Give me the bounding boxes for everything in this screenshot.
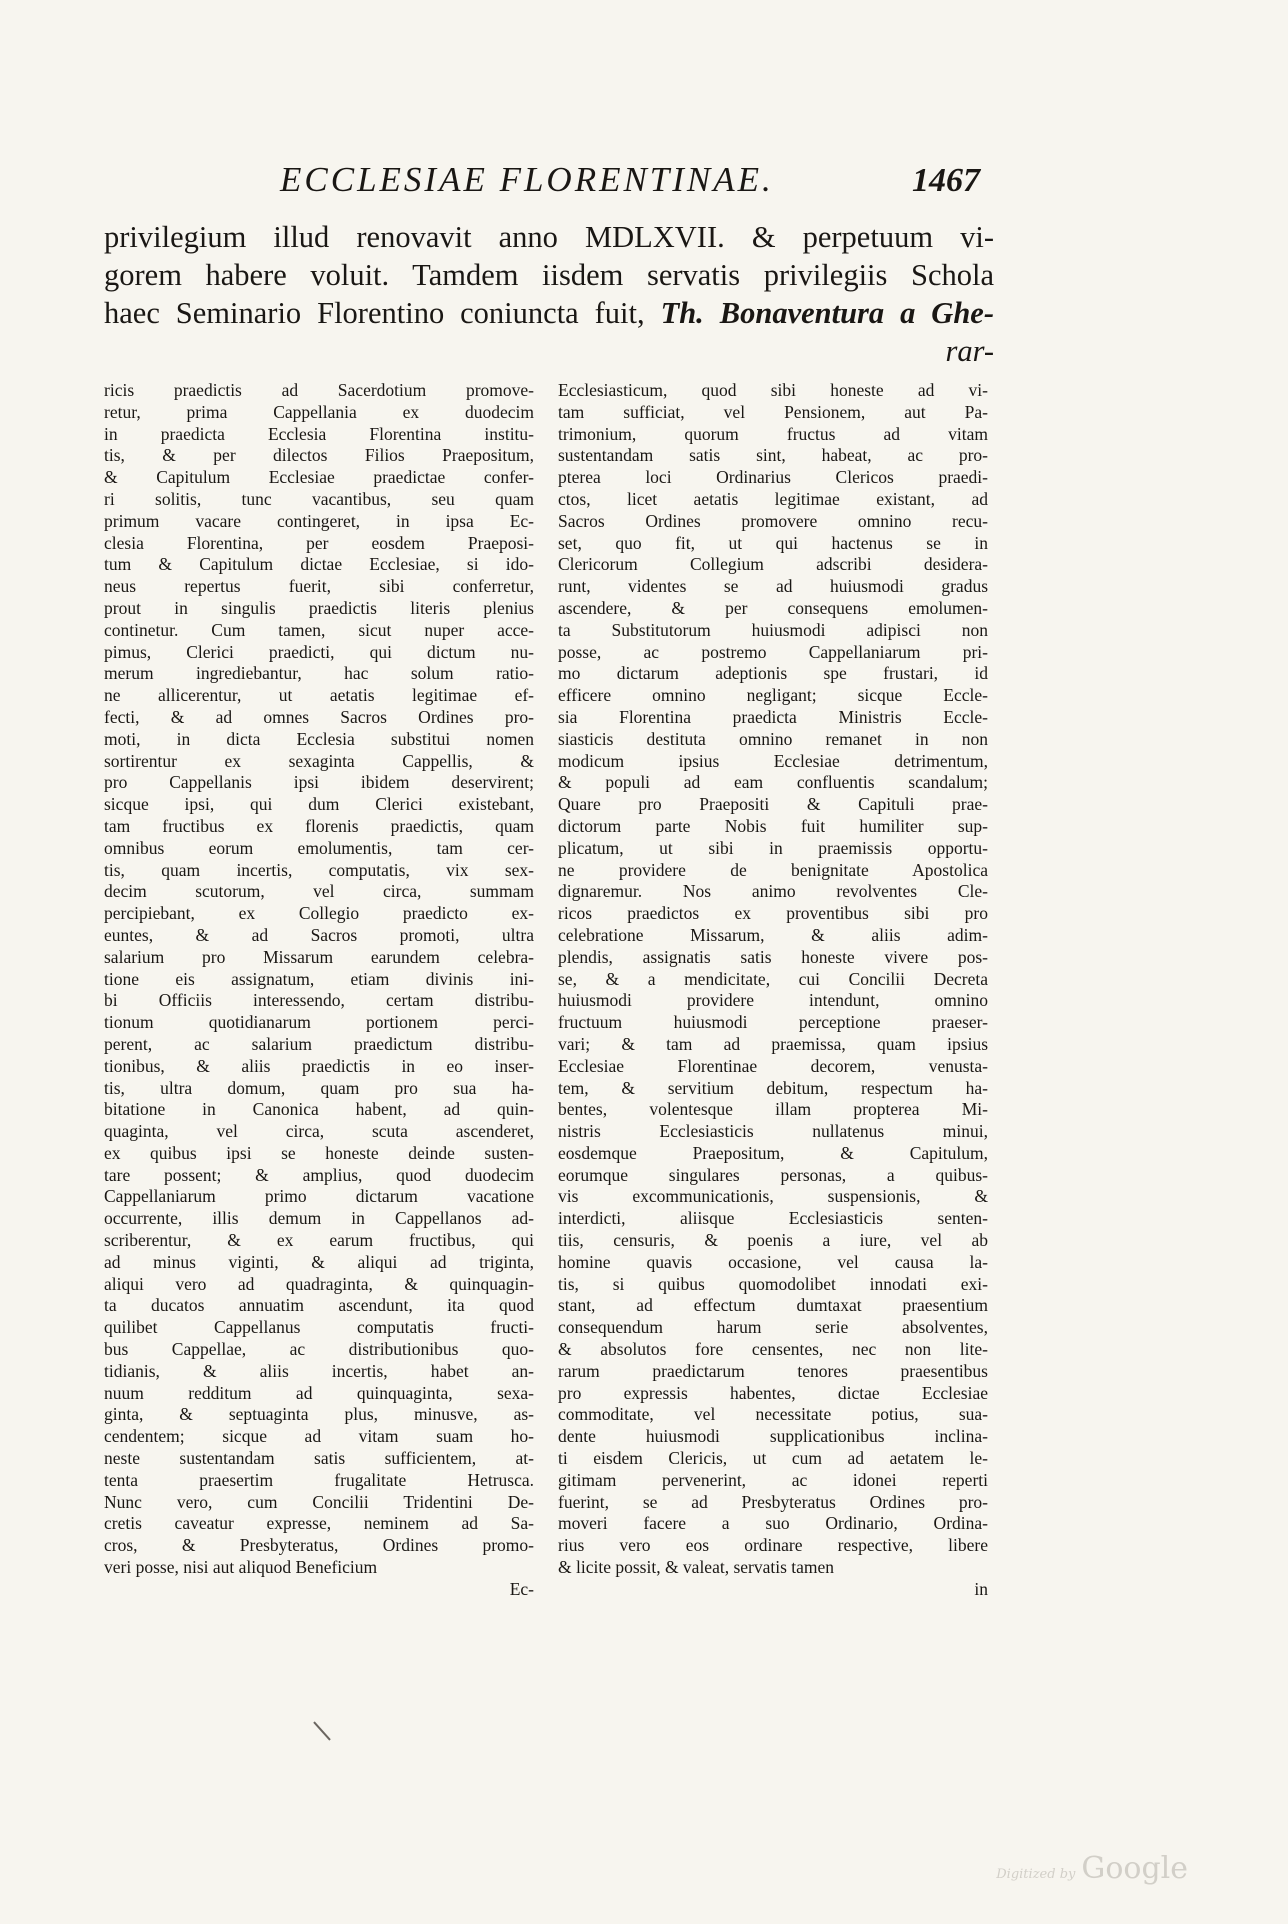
column-line: pro Cappellanis ipsi ibidem deservirent; [104, 772, 534, 793]
column-line: efficere omnino negligant; sicque Eccle- [558, 685, 988, 706]
column-line: tionum quotidianarum portionem perci- [104, 1012, 534, 1033]
column-line: pimus, Clerici praedicti, qui dictum nu- [104, 641, 534, 662]
column-line: ctos, licet aetatis legitimae existant, ad [558, 488, 988, 509]
right-column [558, 380, 988, 1601]
watermark-prefix: Digitized by [996, 1867, 1076, 1882]
intro-line: privilegium illud renovavit anno MDLXVII. & perpetuum vi- [104, 220, 994, 254]
column-line: cretis caveatur expresse, neminem ad Sa- [104, 1513, 534, 1534]
column-line: & absolutos fore censentes, nec non lite- [558, 1339, 988, 1360]
column-line: sortirentur ex sexaginta Cappellis, & [104, 750, 534, 771]
column-line: ricis praedictis ad Sacerdotium promove- [104, 380, 534, 400]
column-line: fuerint, se ad Presbyteratus Ordines pro- [558, 1491, 988, 1512]
intro-line-with-author [104, 294, 994, 332]
column-line: ginta, & septuaginta plus, minusve, as- [104, 1404, 534, 1425]
column-line: perent, ac salarium praedictum distribu- [104, 1033, 534, 1054]
column-line: posse, ac postremo Cappellaniarum pri- [558, 641, 988, 662]
column-catchword: Ec- [509, 1578, 534, 1599]
column-line: sustentandam satis sint, habeat, ac pro- [558, 445, 988, 466]
watermark-brand: Google [1081, 1851, 1188, 1886]
column-line: dictorum parte Nobis fuit humiliter sup- [558, 815, 988, 836]
column-line: commoditate, vel necessitate potius, sua- [558, 1404, 988, 1425]
column-line: tiis, censuris, & poenis a iure, vel ab [558, 1230, 988, 1251]
column-line: salarium pro Missarum earundem celebra- [104, 946, 534, 967]
column-line: ascendere, & per consequens emolumen- [558, 597, 988, 618]
column-line: ex quibus ipsi se honeste deinde susten- [104, 1142, 534, 1163]
column-line: moti, in dicta Ecclesia substitui nomen [104, 728, 534, 749]
column-line: pro expressis habentes, dictae Ecclesiae [558, 1382, 988, 1403]
column-line: bentes, volentesque illam propterea Mi- [558, 1099, 988, 1120]
page-number: 1467 [912, 162, 980, 199]
column-line: Ecclesiasticum, quod sibi honeste ad vi- [558, 380, 988, 400]
column-line: tidianis, & aliis incertis, habet an- [104, 1360, 534, 1381]
column-line: continetur. Cum tamen, sicut nuper acce- [104, 619, 534, 640]
column-line: tionibus, & aliis praedictis in eo inser- [104, 1055, 534, 1076]
column-line: mo dictarum adeptionis spe frustari, id [558, 663, 988, 684]
column-line: se, & a mendicitate, cui Concilii Decreta [558, 968, 988, 989]
column-line: rarum praedictarum tenores praesentibus [558, 1360, 988, 1381]
column-line: modicum ipsius Ecclesiae detrimentum, [558, 750, 988, 771]
column-line: cros, & Presbyteratus, Ordines promo- [104, 1535, 534, 1556]
column-line: tione eis assignatum, etiam divinis ini- [104, 968, 534, 989]
column-line: Ecclesiae Florentinae decorem, venusta- [558, 1055, 988, 1076]
intro-paragraph [104, 218, 994, 370]
column-line: fecti, & ad omnes Sacros Ordines pro- [104, 706, 534, 727]
column-line: scriberentur, & ex earum fructibus, qui [104, 1230, 534, 1251]
column-line: Nunc vero, cum Concilii Tridentini De- [104, 1491, 534, 1512]
column-line: omnibus eorum emolumentis, tam cer- [104, 837, 534, 858]
column-line: tis, & per dilectos Filios Praepositum, [104, 445, 534, 466]
column-line: eosdemque Praepositum, & Capitulum, [558, 1142, 988, 1163]
column-line: neus repertus fuerit, sibi conferretur, [104, 576, 534, 597]
column-line: celebratione Missarum, & aliis adim- [558, 924, 988, 945]
column-line: bitatione in Canonica habent, ad quin- [104, 1099, 534, 1120]
column-line: eorumque singulares personas, a quibus- [558, 1164, 988, 1185]
column-line: Clericorum Collegium adscribi desidera- [558, 554, 988, 575]
column-line: nuum redditum ad quinquaginta, sexa- [104, 1382, 534, 1403]
column-line: ne allicerentur, ut aetatis legitimae ef- [104, 685, 534, 706]
column-line: in praedicta Ecclesia Florentina institu- [104, 423, 534, 444]
column-line: & licite possit, & valeat, servatis tamen [558, 1557, 835, 1578]
column-line: neste sustentandam satis sufficientem, at- [104, 1448, 534, 1469]
column-line: interdicti, aliisque Ecclesiasticis senten- [558, 1208, 988, 1229]
column-line: Sacros Ordines promovere omnino recu- [558, 510, 988, 531]
column-line: tare possent; & amplius, quod duodecim [104, 1164, 534, 1185]
author-name: Th. Bonaventura a Ghe- [660, 296, 994, 330]
column-line: dente huiusmodi supplicationibus inclina- [558, 1426, 988, 1447]
column-line: ta ducatos annuatim ascendunt, ita quod [104, 1295, 534, 1316]
column-line: euntes, & ad Sacros promoti, ultra [104, 924, 534, 945]
column-line: homine quavis occasione, vel causa la- [558, 1251, 988, 1272]
column-line: tis, ultra domum, quam pro sua ha- [104, 1077, 534, 1098]
column-line: aliqui vero ad quadraginta, & quinquagin- [104, 1273, 534, 1294]
column-line: tem, & servitium debitum, respectum ha- [558, 1077, 988, 1098]
column-line: fructuum huiusmodi perceptione praeser- [558, 1012, 988, 1033]
column-line: trimonium, quorum fructus ad vitam [558, 423, 988, 444]
column-line: percipiebant, ex Collegio praedicto ex- [104, 903, 534, 924]
column-line: tenta praesertim frugalitate Hetrusca. [104, 1469, 534, 1490]
column-line: & Capitulum Ecclesiae praedictae confer- [104, 467, 534, 488]
column-catchword: in [974, 1578, 988, 1599]
column-line: prout in singulis praedictis literis plenius [104, 597, 534, 618]
column-line: gitimam pervenerint, ac idonei reperti [558, 1469, 988, 1490]
column-line: Cappellaniarum primo dictarum vacatione [104, 1186, 534, 1207]
column-line: plendis, assignatis satis honeste vivere pos- [558, 946, 988, 967]
column-line: primum vacare contingeret, in ipsa Ec- [104, 510, 534, 531]
column-line: sicque ipsi, qui dum Clerici existebant, [104, 794, 534, 815]
column-line: bi Officiis interessendo, certam distribu- [104, 990, 534, 1011]
column-line: retur, prima Cappellania ex duodecim [104, 401, 534, 422]
column-line: rius vero eos ordinare respective, libere [558, 1535, 988, 1556]
column-line: occurrente, illis demum in Cappellanos ad- [104, 1208, 534, 1229]
intro-catchword: rar- [945, 334, 994, 368]
column-line: consequendum harum serie absolventes, [558, 1317, 988, 1338]
intro-line: gorem habere voluit. Tamdem iisdem servatis privilegiis Schola [104, 258, 994, 292]
column-line: plicatum, ut sibi in praemissis opportu- [558, 837, 988, 858]
column-line: quaginta, vel circa, scuta ascenderet, [104, 1121, 534, 1142]
column-line: quilibet Cappellanus computatis fructi- [104, 1317, 534, 1338]
column-line: nistris Ecclesiasticis nullatenus minui, [558, 1121, 988, 1142]
running-title: ECCLESIAE FLORENTINAE. [280, 160, 774, 199]
column-line: runt, videntes se ad huiusmodi gradus [558, 576, 988, 597]
column-line: huiusmodi providere intendunt, omnino [558, 990, 988, 1011]
column-line: sia Florentina praedicta Ministris Eccle- [558, 706, 988, 727]
column-line: tam sufficiat, vel Pensionem, aut Pa- [558, 401, 988, 422]
stray-mark [313, 1721, 331, 1740]
column-line: Quare pro Praepositi & Capituli prae- [558, 794, 988, 815]
column-line: & populi ad eam confluentis scandalum; [558, 772, 988, 793]
column-line: bus Cappellae, ac distributionibus quo- [104, 1339, 534, 1360]
column-line: tis, si quibus quomodolibet innodati exi- [558, 1273, 988, 1294]
column-line: clesia Florentina, per eosdem Praeposi- [104, 532, 534, 553]
column-line: vari; & tam ad praemissa, quam ipsius [558, 1033, 988, 1054]
column-line: vis excommunicationis, suspensionis, & [558, 1186, 988, 1207]
column-line: moveri facere a suo Ordinario, Ordina- [558, 1513, 988, 1534]
column-line: merum ingrediebantur, hac solum ratio- [104, 663, 534, 684]
column-line: veri posse, nisi aut aliquod Beneficium [104, 1557, 378, 1578]
column-line: ad minus viginti, & aliqui ad triginta, [104, 1251, 534, 1272]
column-line: stant, ad effectum dumtaxat praesentium [558, 1295, 988, 1316]
column-line: tam fructibus ex florenis praedictis, quam [104, 815, 534, 836]
column-line: siasticis destituta omnino remanet in non [558, 728, 988, 749]
column-line: ne providere de benignitate Apostolica [558, 859, 988, 880]
column-line: ta Substitutorum huiusmodi adipisci non [558, 619, 988, 640]
column-line: ti eisdem Clericis, ut cum ad aetatem le- [558, 1448, 988, 1469]
column-line: cendentem; sicque ad vitam suam ho- [104, 1426, 534, 1447]
column-line: decim scutorum, vel circa, summam [104, 881, 534, 902]
column-line: pterea loci Ordinarius Clericos praedi- [558, 467, 988, 488]
column-line: ricos praedictos ex proventibus sibi pro [558, 903, 988, 924]
column-line: tum & Capitulum dictae Ecclesiae, si ido- [104, 554, 534, 575]
column-line: tis, quam incertis, computatis, vix sex- [104, 859, 534, 880]
column-line: ri solitis, tunc vacantibus, seu quam [104, 488, 534, 509]
left-column [104, 380, 534, 1601]
column-line: dignaremur. Nos animo revolventes Cle- [558, 881, 988, 902]
running-header [270, 160, 980, 210]
digitization-watermark [996, 1851, 1188, 1886]
intro-line-text: haec Seminario Florentino coniuncta fuit, [104, 296, 661, 330]
column-line: set, quo fit, ut qui hactenus se in [558, 532, 988, 553]
